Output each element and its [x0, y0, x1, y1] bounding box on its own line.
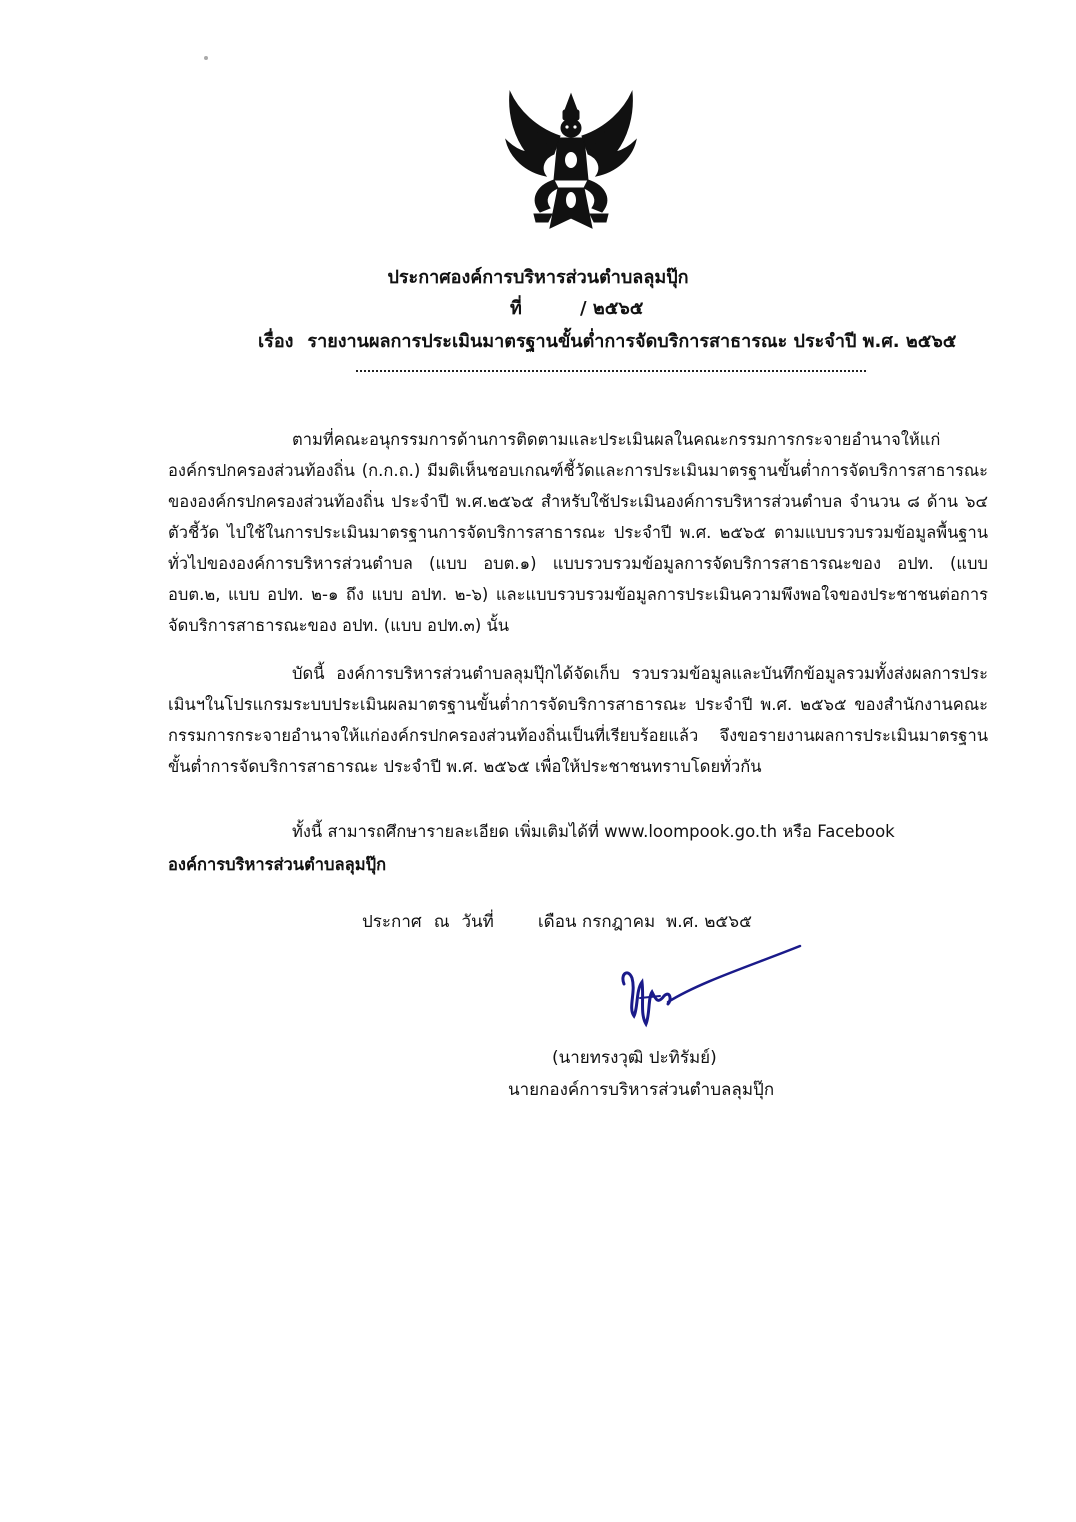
document-number-value: / ๒๕๖๕ — [580, 298, 644, 319]
body-paragraph-2 — [168, 658, 988, 782]
document-subject — [258, 326, 956, 355]
paragraph-3-line-2: องค์การบริหารส่วนตำบลลุมปุ๊ก — [168, 855, 387, 874]
signatory-name: (นายทรงวุฒิ ปะทิรัมย์) — [552, 1048, 717, 1068]
signatory-position: นายกองค์การบริหารส่วนตำบลลุมปุ๊ก — [508, 1080, 775, 1100]
dotted-divider — [356, 360, 866, 372]
paragraph-3-text — [168, 816, 988, 880]
subject-label: เรื่อง — [258, 331, 294, 352]
scan-speck — [204, 56, 208, 60]
paragraph-3-line-1: ทั้งนี้ สามารถศึกษารายละเอียด เพิ่มเติมได้ที่ www.loompook.go.th หรือ Facebook — [292, 822, 895, 841]
subject-text: รายงานผลการประเมินมาตรฐานขั้นต่ำการจัดบริการสาธารณะ ประจำปี พ.ศ. ๒๕๖๕ — [307, 331, 957, 352]
paragraph-2-text: บัดนี้ องค์การบริหารส่วนตำบลลุมปุ๊กได้จัดเก็บ รวบรวมข้อมูลและบันทึกข้อมูลรวมทั้งส่งผลการประเมินฯในโปรแกรมระบบประเมินผลมาตรฐานขั้นต่ำการจัดบริการสาธารณะ ประจำปี พ.ศ. ๒๕๖๕ ของสำนักงานคณะกรรมการกระจายอำนาจให้แก่องค์กรปกครองส่วนท้องถิ่นเป็นที่เรียบร้อยแล้ว จึงขอรายงานผลการประเมินมาตรฐานขั้นต่ำการจัดบริการสาธารณะ ประจำปี พ.ศ. ๒๕๖๕ เพื่อให้ประชาชนทราบโดยทั่วกัน — [168, 664, 988, 776]
body-paragraph-3 — [168, 816, 988, 880]
body-paragraph-1 — [168, 424, 988, 641]
announce-year: พ.ศ. ๒๕๖๕ — [666, 912, 752, 932]
garuda-emblem-icon — [496, 88, 646, 238]
document-number-label: ที่ — [510, 298, 522, 319]
announce-day-label: วันที่ — [461, 912, 494, 932]
announce-month: เดือน กรกฎาคม — [537, 912, 656, 932]
document-title: ประกาศองค์การบริหารส่วนตำบลลุมปุ๊ก — [387, 267, 689, 288]
announce-na: ณ — [433, 912, 450, 932]
paragraph-1-text: ตามที่คณะอนุกรรมการด้านการติดตามและประเมินผลในคณะกรรมการกระจายอำนาจให้แก่องค์กรปกครองส่วนท้องถิ่น (ก.ก.ถ.) มีมติเห็นชอบเกณฑ์ชี้วัดและการประเมินมาตรฐานขั้นต่ำการจัดบริการสาธารณะขององค์กรปกครองส่วนท้องถิ่น ประจำปี พ.ศ.๒๕๖๕ สำหรับใช้ประเมินองค์การบริหารส่วนตำบล จำนวน ๘ ด้าน ๖๔ ตัวชี้วัด ไปใช้ในการประเมินมาตรฐานการจัดบริการสาธารณะ ประจำปี พ.ศ. ๒๕๖๕ ตามแบบรวบรวมข้อมูลพื้นฐานทั่วไปขององค์การบริหารส่วนตำบล (แบบ อบต.๑) แบบรวบรวมข้อมูลการจัดบริการสาธารณะของ อปท. (แบบ อบต.๒, แบบ อปท. ๒-๑ ถึง แบบ อปท. ๒-๖) และแบบรวบรวมข้อมูลการประเมินความพึงพอใจของประชาชนต่อการจัดบริการสาธารณะของ อปท. (แบบ อปท.๓) นั้น — [168, 430, 988, 635]
handwritten-signature — [610, 938, 810, 1048]
announce-prefix: ประกาศ — [362, 912, 422, 932]
announcement-date — [362, 908, 752, 935]
